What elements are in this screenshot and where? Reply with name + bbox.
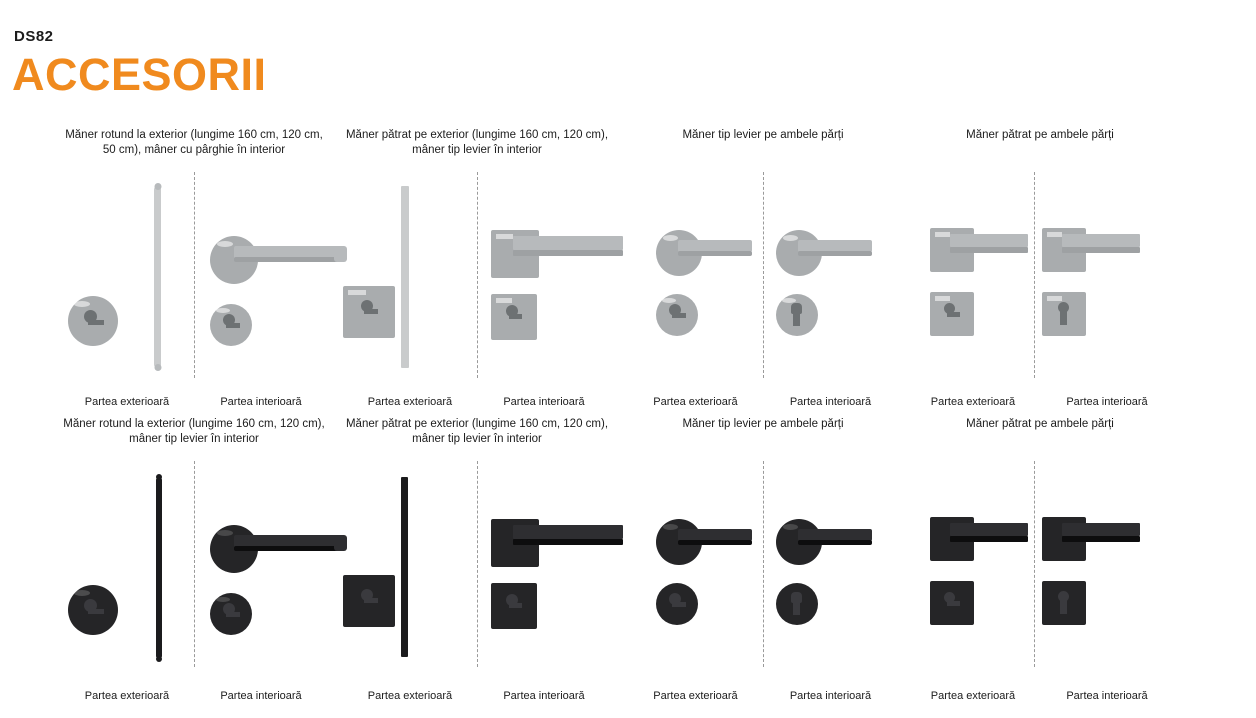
label-interior: Partea interioară (220, 690, 302, 702)
product-caption: Măner tip levier pe ambele părți (682, 418, 844, 430)
interior-lever-square-shadow (1062, 247, 1140, 253)
interior-lever-square-shadow (1062, 536, 1140, 542)
exterior-lever-shadow (678, 540, 752, 545)
exterior-lever-square-shadow (950, 536, 1028, 542)
label-interior: Partea interioară (503, 396, 585, 408)
label-interior: Partea interioară (1066, 690, 1148, 702)
label-exterior: Partea exterioară (653, 690, 738, 702)
product-row-silver (0, 128, 1256, 408)
exterior-cylinder-rose-square (930, 292, 974, 336)
interior-lever-square-shadow (513, 250, 623, 256)
exterior-rose-square (343, 575, 395, 627)
product-caption: Măner pătrat pe exterior (lungime 160 cm, 120 cm), mâner tip levier în interior (345, 129, 609, 156)
pull-bar-round (154, 186, 161, 368)
interior-cylinder-rose-square (1042, 292, 1086, 336)
label-exterior: Partea exterioară (84, 396, 170, 408)
exterior-rose-round (68, 296, 118, 346)
label-interior: Partea interioară (503, 690, 585, 702)
side-labels (343, 396, 611, 408)
product-caption: Măner rotund la exterior (lungime 160 cm, 120 cm, 50 cm), mâner cu pârghie în interior (65, 129, 323, 156)
interior-lever-shadow (234, 257, 342, 262)
product-cell (628, 417, 898, 702)
interior-cylinder-rose (210, 304, 252, 346)
product-cell (343, 128, 611, 408)
product-cell (628, 128, 898, 408)
interior-lever-shadow (234, 546, 342, 551)
exterior-rose-square (343, 286, 395, 338)
exterior-lever-square (950, 234, 1028, 247)
side-labels (60, 396, 328, 408)
interior-cylinder-rose (776, 583, 818, 625)
interior-lever-shadow (798, 251, 872, 256)
product-illustration (906, 168, 1174, 378)
product-cell (60, 417, 328, 702)
product-illustration (343, 457, 611, 672)
product-cell (906, 128, 1174, 408)
label-interior: Partea interioară (1066, 396, 1148, 408)
product-cell (60, 128, 328, 408)
interior-cylinder-rose-square (491, 294, 537, 340)
side-labels (628, 690, 898, 702)
exterior-cylinder-rose (656, 583, 698, 625)
interior-lever-square (1062, 234, 1140, 247)
product-illustration (343, 168, 611, 378)
interior-lever-square (513, 525, 623, 539)
product-illustration (628, 168, 898, 378)
side-labels (60, 690, 328, 702)
label-interior: Partea interioară (789, 690, 872, 702)
product-caption: Măner pătrat pe exterior (lungime 160 cm, 120 cm), mâner tip levier în interior (345, 418, 609, 445)
exterior-lever-square (950, 523, 1028, 536)
side-labels (906, 396, 1174, 408)
interior-lever-square (513, 236, 623, 250)
label-exterior: Partea exterioară (930, 690, 1016, 702)
product-illustration (906, 457, 1174, 672)
exterior-cylinder-rose (656, 294, 698, 336)
label-exterior: Partea exterioară (84, 690, 170, 702)
exterior-lever-shadow (678, 251, 752, 256)
interior-cylinder-rose-square (491, 583, 537, 629)
product-illustration (628, 457, 898, 672)
label-exterior: Partea exterioară (930, 396, 1016, 408)
interior-lever-shadow (798, 540, 872, 545)
interior-cylinder-rose (776, 294, 818, 336)
label-exterior: Partea exterioară (367, 690, 453, 702)
side-labels (906, 690, 1174, 702)
label-interior: Partea interioară (220, 396, 302, 408)
exterior-rose-round (68, 585, 118, 635)
product-cell (906, 417, 1174, 702)
label-exterior: Partea exterioară (653, 396, 738, 408)
exterior-cylinder-rose-square (930, 581, 974, 625)
interior-lever-square-shadow (513, 539, 623, 545)
side-labels (343, 690, 611, 702)
document-code: DS82 (14, 28, 54, 45)
product-caption: Măner rotund la exterior (lungime 160 cm, 120 cm), mâner tip levier în interior (63, 418, 325, 445)
product-caption: Măner pătrat pe ambele părți (966, 418, 1114, 430)
interior-cylinder-rose (210, 593, 252, 635)
page-title: ACCESORII (12, 49, 267, 100)
product-illustration (60, 457, 328, 672)
exterior-lever-square-shadow (950, 247, 1028, 253)
interior-cylinder-rose-square (1042, 581, 1086, 625)
pull-bar-square (401, 186, 409, 368)
label-exterior: Partea exterioară (367, 396, 453, 408)
pull-bar-square (401, 477, 408, 657)
product-cell (343, 417, 611, 702)
interior-lever-square (1062, 523, 1140, 536)
product-row-black (0, 417, 1256, 702)
product-caption: Măner pătrat pe ambele părți (966, 129, 1114, 141)
product-illustration (60, 168, 328, 378)
side-labels (628, 396, 898, 408)
product-caption: Măner tip levier pe ambele părți (682, 129, 844, 141)
label-interior: Partea interioară (789, 396, 872, 408)
pull-bar-round (156, 477, 162, 659)
